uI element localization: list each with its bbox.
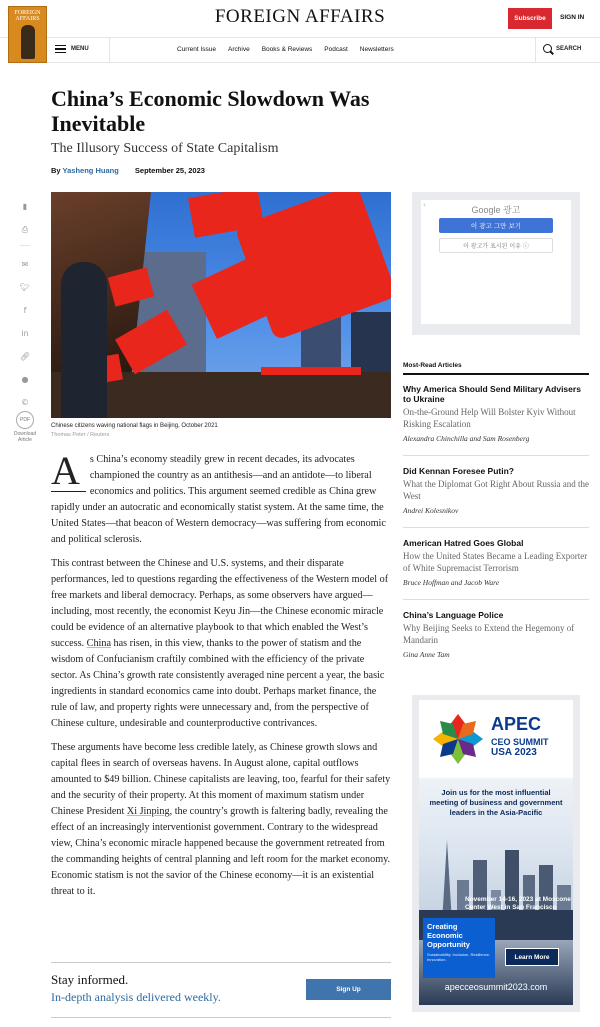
most-read-item[interactable] bbox=[403, 538, 589, 587]
most-read-author: Andrei Kolesnikov bbox=[403, 506, 459, 515]
menu-button[interactable] bbox=[55, 45, 89, 53]
paragraph-text: These arguments have become less credible lately, as Chinese growth slows and capital flees in search of overseas havens. In August alone, capital outflows amounted to $49 billion. Chinese capitalists are leaving, too, fearful for their safety and the security of their property. At this moment of maximum statism under Chinese President bbox=[51, 742, 391, 817]
linkedin-icon[interactable]: in bbox=[21, 329, 29, 338]
apec-ad[interactable] bbox=[419, 700, 573, 1005]
divider bbox=[403, 599, 589, 600]
print-icon[interactable]: ⎙ bbox=[21, 225, 29, 234]
google-ad-brand: Google 광고 bbox=[471, 205, 521, 215]
most-read-author: Gina Anne Tam bbox=[403, 650, 450, 659]
search-button[interactable] bbox=[543, 44, 581, 53]
subscribe-button[interactable]: Subscribe bbox=[508, 8, 552, 29]
apec-creating-title: Creating Economic Opportunity bbox=[427, 922, 470, 949]
article-title: China’s Economic Slowdown Was Inevitable bbox=[51, 86, 370, 136]
download-article-label[interactable]: Download Article bbox=[13, 431, 37, 443]
most-read-title[interactable]: Did Kennan Foresee Putin? bbox=[403, 466, 514, 476]
nav-links bbox=[177, 46, 394, 53]
apec-learn-more-button[interactable]: Learn More bbox=[505, 948, 559, 966]
nav-divider bbox=[109, 38, 110, 63]
top-header bbox=[0, 0, 600, 38]
apec-dates: November 14-16, 2023 at Moscone Center West in San Francisco bbox=[465, 896, 571, 911]
email-icon[interactable]: ✉ bbox=[21, 260, 29, 269]
paragraph-text: s China’s economy steadily grew in recent decades, its advocates championed the country as an antithesis—and an antidote—to liberal economics and politics. This argument seemed credible as China grew rapidly under an autocratic and economically statist system. At the same time, the United States—that beacon of Western democracy—was suffering from economic and political sclerosis. bbox=[51, 454, 386, 545]
paragraph bbox=[51, 740, 391, 900]
most-read-subtitle: What the Diplomat Got Right About Russia and the West bbox=[403, 479, 589, 501]
most-read-item[interactable] bbox=[403, 384, 589, 443]
hamburger-icon bbox=[55, 45, 66, 53]
nav-link-newsletters[interactable]: Newsletters bbox=[359, 46, 394, 53]
newsletter-title: Stay informed. bbox=[51, 972, 129, 987]
paragraph bbox=[51, 448, 391, 548]
person-silhouette bbox=[61, 262, 107, 418]
author-link[interactable]: Yasheng Huang bbox=[62, 166, 119, 175]
paragraph bbox=[51, 556, 391, 732]
cover-title: FOREIGN AFFAIRS bbox=[14, 10, 41, 22]
stop-seeing-ad-button[interactable]: 이 광고 그만 보기 bbox=[439, 218, 553, 233]
most-read-title[interactable]: China’s Language Police bbox=[403, 610, 504, 620]
divider bbox=[51, 1017, 391, 1018]
apec-creating-box bbox=[423, 918, 495, 978]
google-ad-panel bbox=[421, 200, 571, 324]
site-logo[interactable]: FOREIGN AFFAIRS bbox=[214, 6, 386, 27]
most-read-item[interactable] bbox=[403, 466, 589, 515]
article-subtitle: The Illusory Success of State Capitalism bbox=[51, 141, 279, 156]
flag-shape bbox=[261, 367, 361, 375]
nav-bar bbox=[47, 38, 600, 63]
nav-divider bbox=[535, 38, 536, 63]
apec-tagline: Sustainability. Inclusion. Resilience. Innovation. bbox=[427, 952, 491, 962]
most-read-title[interactable]: Why America Should Send Military Advisers to Ukraine bbox=[403, 384, 581, 404]
paragraph-text: has risen, in this view, thanks to the power of statism and the wisdom of Confucianism craftily combined with the efficiency of the private sector. As China’s growth rate consistently averaged nine percent a year, the basic ingredients in standard economics came into doubt. Perhaps market finance, the rule of law, and property rights were unnecessary and, from the perspective of Chinese culture, undesirable and counterproductive contrivances. bbox=[51, 638, 385, 729]
apec-title: APEC bbox=[491, 714, 542, 734]
apec-url[interactable]: apecceosummit2023.com bbox=[444, 982, 548, 992]
byline bbox=[51, 166, 205, 175]
most-read-title[interactable]: American Hatred Goes Global bbox=[403, 538, 524, 548]
apec-subtitle: CEO SUMMIT bbox=[491, 737, 549, 747]
apec-year: USA 2023 bbox=[491, 747, 537, 758]
magazine-cover-thumbnail[interactable] bbox=[8, 6, 47, 63]
rail-divider bbox=[20, 245, 30, 246]
search-icon bbox=[543, 44, 552, 53]
twitter-icon[interactable]: 🐦︎ bbox=[19, 283, 31, 292]
facebook-icon[interactable]: f bbox=[23, 306, 27, 315]
most-read-subtitle: On-the-Ground Help Will Bolster Kyiv Without Risking Escalation bbox=[403, 407, 576, 429]
image-caption: Chinese citizens waving national flags in Beijing, October 2021 bbox=[51, 423, 218, 429]
paragraph-text: , the country’s growth is faltering badly, revealing the effect of an increasingly interventionist government. Contrary to the widespread view, China’s economic miracle happened because the government retreated from the commanding heights of central planning and left room for the market economy. Economic statism is not the savior of the Chinese economy—it is an existential threat to it. bbox=[51, 806, 391, 897]
bookmark-icon[interactable]: ▮ bbox=[22, 202, 28, 211]
search-label: SEARCH bbox=[556, 45, 582, 52]
hero-image bbox=[51, 192, 391, 418]
newsletter-subtitle: In-depth analysis delivered weekly. bbox=[51, 990, 221, 1004]
image-credit: Thomas Peter / Reuters bbox=[51, 432, 110, 438]
newsletter-signup-button[interactable]: Sign Up bbox=[306, 979, 391, 1000]
comment-icon[interactable]: ● bbox=[21, 375, 29, 384]
most-read-rule bbox=[403, 373, 589, 375]
divider bbox=[403, 455, 589, 456]
copy-link-icon[interactable]: 🔗︎ bbox=[19, 352, 31, 361]
most-read-subtitle: Why Beijing Seeks to Extend the Hegemony of Mandarin bbox=[403, 623, 575, 645]
most-read-author: Bruce Hoffman and Jacob Ware bbox=[403, 578, 500, 587]
pdf-download-icon[interactable]: PDF bbox=[16, 411, 34, 429]
nav-link-books-reviews[interactable]: Books & Reviews bbox=[261, 46, 313, 53]
paragraph-text: This contrast between the Chinese and U.S. systems, and their disparate performances, led to questions regarding the effectiveness of the Western model of free markets and liberal democracy. Perhaps, as some observers have argued—including, most recently, the economist Keyu Jin—the Chinese economic miracle could be evidence of an alternative playbook to that which enabled the West’s success. bbox=[51, 558, 389, 649]
cover-figure-image bbox=[21, 25, 35, 59]
divider bbox=[51, 962, 391, 963]
most-read-author: Alexandra Chinchilla and Sam Rosenberg bbox=[403, 434, 530, 443]
sign-in-link[interactable]: SIGN IN bbox=[560, 14, 585, 21]
publish-date: September 25, 2023 bbox=[134, 166, 205, 175]
nav-link-current-issue[interactable]: Current Issue bbox=[177, 46, 217, 53]
why-this-ad-button[interactable]: 이 광고가 표시된 이유 ⓘ bbox=[439, 238, 553, 253]
article-body bbox=[51, 448, 391, 908]
back-arrow-icon[interactable]: ‹ bbox=[423, 201, 426, 209]
china-link[interactable]: China bbox=[86, 638, 111, 649]
most-read-item[interactable] bbox=[403, 610, 589, 659]
nav-link-archive[interactable]: Archive bbox=[228, 46, 250, 53]
share-rail bbox=[14, 196, 36, 415]
most-read-heading: Most-Read Articles bbox=[403, 362, 462, 369]
apec-logo-mark bbox=[431, 712, 485, 766]
drop-cap: A bbox=[51, 452, 86, 492]
google-ad-box bbox=[412, 192, 580, 335]
most-read-subtitle: How the United States Became a Leading Exporter of White Supremacist Terrorism bbox=[403, 551, 588, 573]
nav-link-podcast[interactable]: Podcast bbox=[324, 46, 348, 53]
divider bbox=[403, 527, 589, 528]
byline-by: By bbox=[51, 166, 61, 175]
reprint-icon[interactable]: © bbox=[21, 398, 29, 407]
xi-jinping-link[interactable]: Xi Jinping bbox=[126, 806, 170, 817]
menu-label: MENU bbox=[71, 46, 89, 52]
apec-join-text: Join us for the most influential meeting of business and government leaders in the Asia-Pacific bbox=[429, 788, 563, 817]
